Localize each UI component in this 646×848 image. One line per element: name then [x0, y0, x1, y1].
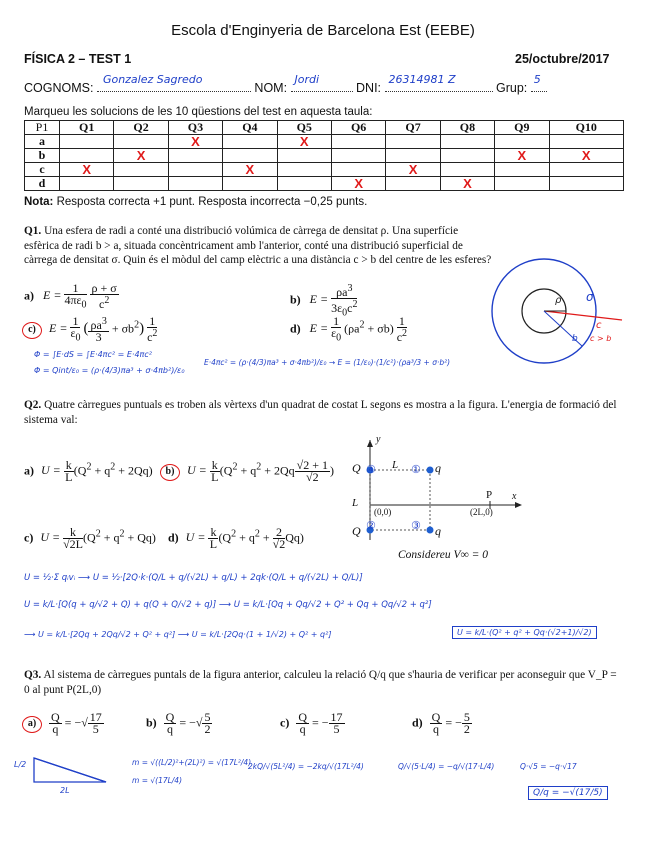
dni-label: DNI:	[356, 81, 382, 95]
answer-cell[interactable]	[60, 135, 114, 149]
q2-handwork-result: U = k/L·(Q² + q² + Qq·(√2+1)/√2)	[452, 626, 597, 639]
q3-hw-eq3: Q·√5 = −q·√17	[520, 762, 577, 771]
answer-cell[interactable]: X	[223, 163, 277, 177]
cognoms-value: Gonzalez Sagredo	[102, 73, 203, 86]
answer-cell[interactable]	[549, 163, 623, 177]
nom-label: NOM:	[254, 81, 288, 95]
q3-text	[24, 668, 624, 697]
col-q10: Q10	[549, 121, 623, 135]
q3-label: Q3.	[24, 669, 42, 681]
q3-hw-m: m = √((L/2)²+(2L)²) = √(17L²/4)	[132, 758, 252, 767]
col-q8: Q8	[440, 121, 494, 135]
fig-num-1: ①	[411, 463, 421, 476]
answer-cell[interactable]	[495, 177, 549, 191]
fig-P-coord: (2L,0)	[470, 507, 493, 517]
q2-a-label: a)	[24, 463, 34, 478]
nom-value: Jordi	[294, 73, 320, 86]
answer-cell[interactable]	[114, 163, 168, 177]
answer-cell[interactable]: X	[549, 149, 623, 163]
answer-cell[interactable]	[549, 177, 623, 191]
answer-cell[interactable]	[223, 135, 277, 149]
row-label: d	[25, 177, 60, 191]
q3-hw-result: Q/q = −√(17/5)	[528, 786, 608, 800]
row-label: a	[25, 135, 60, 149]
q2-option-a[interactable]: a) U = $\frac{k}{L}$ $(Q^2 + q^2 + 2Qq)$	[24, 458, 153, 484]
fig-L-top: L	[392, 459, 399, 471]
col-q5: Q5	[277, 121, 331, 135]
q3-hw-L2: L/2	[14, 760, 27, 769]
answer-cell[interactable]	[386, 135, 440, 149]
q3-option-a[interactable]: a) $\frac{Q}{q}$ = −√ $\frac{17}{5}$	[22, 712, 104, 735]
answer-cell[interactable]	[440, 149, 494, 163]
col-q6: Q6	[331, 121, 385, 135]
fig-num-3: ③	[411, 519, 421, 532]
row-label: b	[25, 149, 60, 163]
q1-handwork-1: Φ = ∫E·dS = ∫E·4πc² = E·4πc²	[34, 350, 152, 359]
q2-body: Quatre càrregues puntuals es troben als vèrtexs d'un quadrat de costat L segons es mostra a la figura. L'energia de formació del sistema val:	[24, 399, 617, 426]
q3-option-d[interactable]: d) $\frac{Q}{q}$ = − $\frac{5}{2}$	[412, 710, 470, 736]
note-label: Nota:	[24, 196, 54, 208]
answer-cell[interactable]	[223, 177, 277, 191]
grup-label: Grup:	[496, 81, 528, 95]
answer-cell[interactable]	[331, 163, 385, 177]
answer-cell[interactable]	[386, 149, 440, 163]
sketch-b: b	[572, 334, 578, 344]
answer-cell[interactable]: X	[60, 163, 114, 177]
table-row	[25, 149, 624, 163]
q1-a-label: a)	[24, 288, 34, 303]
row-label: c	[25, 163, 60, 177]
fig-P-label: P	[486, 489, 493, 501]
answer-cell[interactable]	[440, 163, 494, 177]
q3-d-label: d)	[412, 715, 423, 730]
dni-value: 26314981 Z	[388, 73, 456, 86]
q3-body: Al sistema de càrregues puntals de la figura anterior, calculeu la relació Q/q que s'hauria de verificar per aconseguir que V_P = 0 al punt P(2L,0)	[24, 669, 617, 696]
answer-cell[interactable]	[440, 135, 494, 149]
q3-c-label: c)	[280, 715, 290, 730]
fig-q-top: q	[435, 461, 441, 475]
table-row	[25, 177, 624, 191]
q1-sphere-sketch	[482, 258, 632, 368]
answer-cell[interactable]	[60, 149, 114, 163]
fig-y-label: y	[376, 434, 381, 445]
col-q7: Q7	[386, 121, 440, 135]
table-instruction: Marqueu les solucions de les 10 qüestions del test en aquesta taula:	[24, 106, 373, 118]
q1-handwork-3: E·4πc² = (ρ·(4/3)πa³ + σ·4πb²)/ε₀ → E = (1/ε₀)·(1/c²)·(ρa³/3 + σ·b²)	[204, 358, 451, 367]
q3-hw-2L: 2L	[60, 786, 70, 795]
table-row	[25, 163, 624, 177]
q3-option-c[interactable]: c) $\frac{Q}{q}$ = − $\frac{17}{5}$	[280, 710, 343, 736]
q2-b-selected: b)	[160, 464, 180, 481]
q2-c-label: c)	[24, 530, 34, 545]
sketch-c: c	[596, 320, 602, 331]
answer-cell[interactable]	[331, 135, 385, 149]
student-fields	[24, 73, 547, 95]
cognoms-field[interactable]	[97, 73, 251, 92]
answer-cell[interactable]: X	[168, 135, 222, 149]
answer-cell[interactable]	[495, 135, 549, 149]
course-title: FÍSICA 2 – TEST 1	[24, 52, 132, 66]
q1-handwork-2: Φ = Qint/ε₀ = (ρ·(4/3)πa³ + σ·4πb²)/ε₀	[34, 366, 185, 375]
q2-handwork-2: U = k/L·[Q(q + q/√2 + Q) + q(Q + Q/√2 + q)] ⟶ U = k/L·[Qq + Qq/√2 + Q² + Qq + Qq/√2 + q²]	[24, 600, 432, 610]
answer-cell[interactable]	[168, 163, 222, 177]
answer-cell[interactable]	[223, 149, 277, 163]
q3-option-b[interactable]: b) $\frac{Q}{q}$ = −√ $\frac{5}{2}$	[146, 710, 211, 736]
answer-cell[interactable]: X	[440, 177, 494, 191]
answer-cell[interactable]: X	[386, 163, 440, 177]
q3-hw-eq1: 2kQ/√(5L²/4) = −2kq/√(17L²/4)	[248, 762, 364, 771]
answer-cell[interactable]	[114, 177, 168, 191]
q2-label: Q2.	[24, 399, 42, 411]
answer-table	[24, 120, 624, 191]
cognoms-label: COGNOMS:	[24, 81, 94, 95]
q1-d-label: d)	[290, 321, 301, 336]
q3-b-label: b)	[146, 715, 157, 730]
q3-triangle-sketch	[30, 752, 110, 788]
q1-c-selected: c)	[22, 322, 42, 339]
fig-Q-top: Q	[352, 461, 361, 475]
fig-Q-bot: Q	[352, 524, 361, 538]
grup-field[interactable]	[531, 73, 547, 92]
q1-option-b[interactable]: b) E = $\frac{\rho a^3}{3\varepsilon_0c^2}$	[290, 283, 358, 319]
col-q4: Q4	[223, 121, 277, 135]
col-q9: Q9	[495, 121, 549, 135]
table-corner: P1	[25, 121, 60, 135]
col-q1: Q1	[60, 121, 114, 135]
exam-date: 25/octubre/2017	[515, 52, 610, 66]
answer-cell[interactable]: X	[277, 135, 331, 149]
dni-field[interactable]	[385, 73, 493, 92]
answer-cell[interactable]: X	[495, 149, 549, 163]
q2-handwork-3: ⟶ U = k/L·[2Qq + 2Qq/√2 + Q² + q²] ⟶ U = k/L·[2Qq·(1 + 1/√2) + Q² + q²]	[24, 630, 332, 639]
q1-option-a[interactable]: a) E = $\frac{1}{4\pi\varepsilon_0}$ $\frac{\rho + \sigma}{c^2}$	[24, 281, 117, 312]
q2-text	[24, 398, 624, 427]
fig-x-label: x	[512, 491, 517, 502]
answer-cell[interactable]	[549, 135, 623, 149]
fig-L-side: L	[352, 497, 359, 509]
answer-cell[interactable]	[331, 149, 385, 163]
fig-num-4: ④	[366, 463, 376, 476]
q1-b-label: b)	[290, 292, 301, 307]
answer-cell[interactable]	[168, 149, 222, 163]
answer-cell[interactable]	[277, 177, 331, 191]
grup-value: 5	[533, 73, 541, 86]
q1-option-d[interactable]: d) E = $\frac{1}{\varepsilon_0}$ $(\rho a^2 + \sigma b)$ $\frac{1}{c^2}$	[290, 314, 408, 345]
nom-field[interactable]	[291, 73, 353, 92]
answer-cell[interactable]: X	[114, 149, 168, 163]
fig-q-bot: q	[435, 524, 441, 538]
answer-cell[interactable]	[60, 177, 114, 191]
q3-a-selected: a)	[22, 716, 42, 733]
table-note	[24, 196, 367, 208]
answer-cell[interactable]	[277, 163, 331, 177]
col-q2: Q2	[114, 121, 168, 135]
note-text: Resposta correcta +1 punt. Resposta incorrecta −0,25 punts.	[56, 196, 368, 208]
q3-hw-eq2: Q/√(5·L/4) = −q/√(17·L/4)	[398, 762, 495, 771]
sketch-cb: c > b	[590, 334, 612, 343]
answer-cell[interactable]: X	[331, 177, 385, 191]
fig-origin: (0,0)	[374, 507, 392, 517]
q3-hw-m2: m = √(17L/4)	[132, 776, 183, 785]
q2-handwork-1: U = ½·Σ qᵢvᵢ ⟶ U = ½·[2Q·k·(Q/L + q/(√2L) + q/L) + 2qk·(Q/L + q/(√2L) + Q/L)]	[24, 573, 363, 583]
answer-cell[interactable]	[168, 177, 222, 191]
q1-option-c[interactable]: c) E = $\frac{1}{\varepsilon_0}$ ( $\frac{\rho a^3}{3}$ + $\sigma b^2$) $\frac{1}{c^2}$	[22, 316, 157, 343]
answer-cell[interactable]	[386, 177, 440, 191]
table-row	[25, 135, 624, 149]
consider-note: Considereu V∞ = 0	[398, 549, 488, 561]
fig-num-2: ②	[366, 519, 376, 532]
answer-cell[interactable]	[277, 149, 331, 163]
q2-option-b[interactable]: b) U = $\frac{k}{L}$ ($Q^2 + q^2 + 2Qq$ $\frac{√2 + 1}{√2}$ )	[160, 460, 334, 483]
answer-cell[interactable]	[495, 163, 549, 177]
sketch-rho: ρ	[555, 295, 562, 306]
q1-label: Q1.	[24, 225, 42, 237]
school-title: Escola d'Enginyeria de Barcelona Est (EEBE)	[171, 22, 475, 39]
q2-option-c[interactable]: c) U = $\frac{k}{√2L}$ $(Q^2 + q^2 + Qq)$	[24, 525, 156, 551]
sketch-sigma: σ	[586, 290, 594, 304]
q1-text	[24, 224, 494, 268]
col-q3: Q3	[168, 121, 222, 135]
q2-option-d[interactable]: d) U = $\frac{k}{L}$ ($Q^2 + q^2$ + $\frac{2}{√2}$ Qq)	[168, 525, 304, 551]
answer-cell[interactable]	[114, 135, 168, 149]
q1-body: Una esfera de radi a conté una distribució volúmica de càrrega de densitat ρ. Una superfície esfèrica de radi b > a, situada concèntricament amb l'anterior, conté una distribució superficial de càrrega de densitat σ. Quin és el mòdul del camp elèctric a una distància c > b del centre de les esferes?	[24, 225, 492, 266]
q2-d-label: d)	[168, 530, 179, 545]
